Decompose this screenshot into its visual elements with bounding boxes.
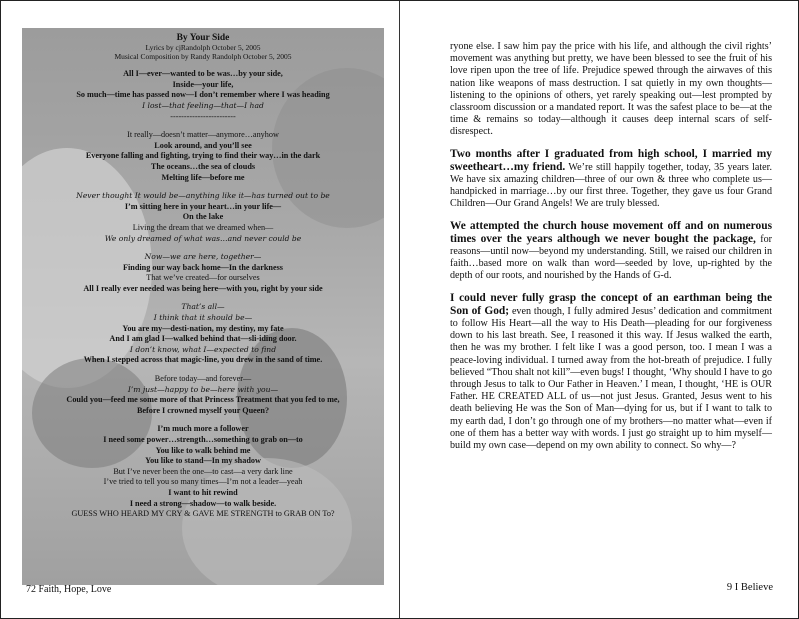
poem-line: Never thought It would be—anything like it—has turned out to be — [76, 191, 330, 201]
poem-divider: ------------------------ — [170, 111, 236, 121]
poem-line: Everyone falling and fighting, trying to find their way…in the dark — [85, 151, 321, 161]
stanza — [22, 252, 384, 294]
stanza — [22, 424, 384, 519]
poem-line: Before I crowned myself your Queen? — [136, 405, 270, 415]
poem-line: But I’ve never been the one—to cast—a very dark line — [113, 466, 293, 476]
poem-line: Living the dream that we dreamed when— — [132, 222, 274, 232]
stanza — [22, 302, 384, 366]
poem-line: We only dreamed of what was…and never could be — [104, 233, 302, 243]
poem-credit-music: Musical Composition by Randy Randolph October 5, 2005 — [114, 51, 292, 61]
stanza — [22, 130, 384, 183]
paragraph: We attempted the church house movement off and on numerous times over the years although we never bought the package, for reasons—until now—beyond my understanding. Still, we raised our children in faith…based more on walk than word—seeded by love, up-righted by the depth of our roots, and nourished by the Hands of G-d. — [450, 219, 772, 282]
paragraph: Two months after I graduated from high school, I married my sweetheart…my friend. We’re still happily together, today, 35 years later. We have six amazing children—three of our own & three who complete us—handpicked in marriage…by our first three. Together, they gave us four Grand Children—Our Grand Angels! We are truly blessed. — [450, 147, 772, 210]
poem-title: By Your Side — [176, 33, 230, 43]
poem-line: I’m just—happy to be—here with you— — [127, 384, 279, 394]
stanza — [22, 374, 384, 416]
poem-line: You like to stand—In my shadow — [145, 456, 261, 466]
poem-line: I’m much more a follower — [157, 424, 249, 434]
poem-line: And I am glad I—walked behind that—sli-iding door. — [109, 334, 297, 344]
poem-line: That we’ve created—for ourselves — [146, 273, 260, 283]
poem-line: I think that it should be— — [153, 313, 253, 323]
poem-line: I want to hit rewind — [168, 487, 238, 497]
poem-line: I don’t know, what I—expected to find — [129, 344, 277, 354]
poem-line: Before today—and forever— — [154, 374, 252, 384]
poem-line: Now—we are here, together— — [144, 252, 262, 262]
poem-line: I need some power…strength…something to grab on—to — [103, 435, 303, 444]
poem-line: Could you—feed me some more of that Princess Treatment that you fed to me, — [66, 395, 340, 405]
prose-body — [450, 41, 772, 461]
poem-line: All I really ever needed was being here—with you, right by your side — [83, 283, 323, 293]
poem-line: Finding our way back home—In the darkness — [123, 262, 283, 272]
poem-line: GUESS WHO HEARD MY CRY & GAVE ME STRENGTH to GRAB ON To? — [71, 509, 335, 519]
stanza — [22, 69, 384, 122]
poem-line: I’m sitting here in your heart…in your life— — [124, 201, 282, 211]
poem-line: It really—doesn’t matter—anymore…anyhow — [127, 130, 279, 140]
poem-line: Look around, and you’ll see — [154, 140, 252, 150]
poem-line: I lost—that feeling—that—I had — [142, 100, 264, 110]
stanza — [22, 191, 384, 244]
poem-line: You like to walk behind me — [155, 445, 251, 455]
page-footer-right: 9 I Believe — [726, 582, 773, 593]
poem-line: Inside—your life, — [172, 79, 234, 89]
paragraph: I could never fully grasp the concept of an earthman being the Son of God; even though, I fully admired Jesus’ dedication and commitment to follow His Heart—all the way to His Death—pleading for our forgiveness down to his last breath. See, I reasoned it this way. If Jesus walked the earth, then he was my brother. I felt like I was a good person, too. I mean I was a peace-loving individual. I turned away from the hot-breath of prejudice. I fully believed “Thou shalt not kill”—even bugs! I thought, ‘Why should I have to go through Jesus to talk to Our Father in Heaven.’ I mean, I thought, ‘HE is OUR Father. HE CREATED ALL of us—not just Jesus. Granted, Jesus went to his death believing He was the Son of Man—dying for us, but if I want to talk to my earth dad, I don’t go through one of my brothers—no matter what—even if one of them has a better way with words. I just go straight up to him myself—build my own case—depend on my own ability to connect. So why—? — [450, 291, 772, 452]
poem-line: When I stepped across that magic-line, you drew in the sand of time. — [83, 355, 323, 365]
poem — [22, 32, 384, 520]
paragraph: ryone else. I saw him pay the price with his life, and although the civil rights’ movement was anything but pretty, we have been blessed to see the fruit of his love ripen upon the tree of life. Prejudice spewed through the airwaves of this nation like weapons of mass destruction. I sat quietly in my own thoughts—listening to the opinions of others, yet rarely speaking out—lest prompted by classroom discussion or a mandated report. It was the safest place to be—at the time & remains so today—although it causes deep internal scars of self-disrespect. — [450, 41, 772, 138]
poem-line: All I—ever—wanted to be was…by your side, — [123, 69, 283, 79]
poem-line: So much—time has passed now—I don’t remember where I was heading — [76, 90, 330, 100]
right-page — [400, 1, 798, 618]
poem-credit-lyrics: Lyrics by cjRandolph October 5, 2005 — [145, 43, 261, 52]
page-footer-left: 72 Faith, Hope, Love — [26, 584, 112, 595]
poem-line: I’ve tried to tell you so many times—I’m not a leader—yeah — [103, 477, 303, 487]
poem-line: The oceans…the sea of clouds — [150, 161, 256, 171]
poem-line: On the lake — [182, 212, 224, 222]
poem-line: That’s all— — [181, 302, 225, 312]
poem-line: I need a strong—shadow—to walk beside. — [129, 498, 277, 508]
poem-line: You are my—desti-nation, my destiny, my fate — [122, 323, 284, 333]
left-page — [1, 1, 399, 618]
poem-line: Melting life—before me — [161, 172, 245, 182]
